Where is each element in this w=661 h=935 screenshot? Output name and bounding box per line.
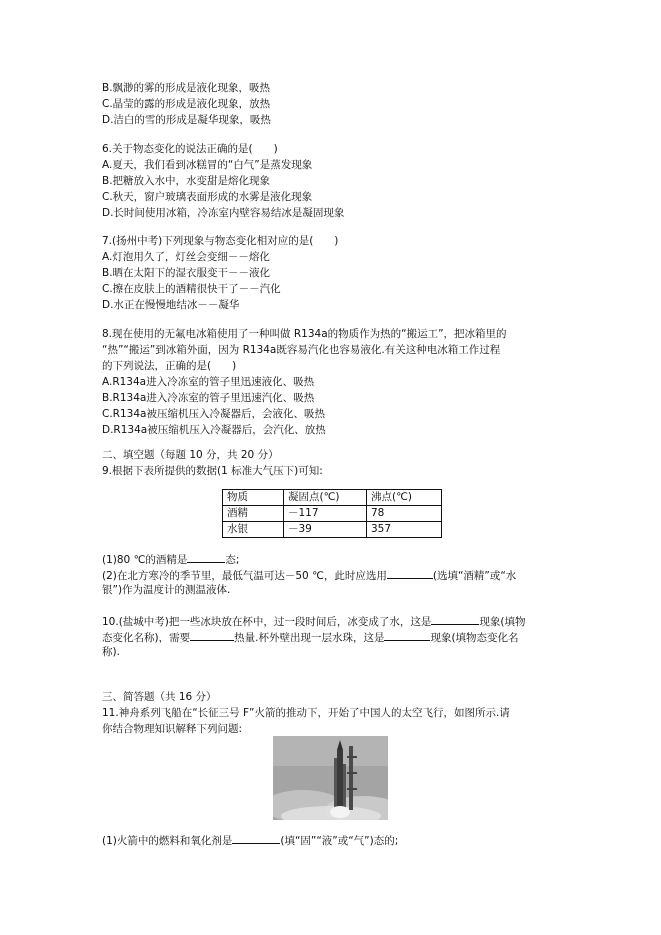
table-row <box>223 506 442 522</box>
table-cell: 78 <box>367 506 442 522</box>
q10-line3: 称). <box>102 646 120 658</box>
q9-blank-1[interactable] <box>187 550 225 563</box>
rocket-launch-illustration <box>273 736 388 820</box>
q10-text-e: 现象(填物态变化名 <box>430 632 519 644</box>
table-cell: －39 <box>284 522 367 538</box>
q6-option-a: A.夏天，我们看到冰糕冒的“白气”是蒸发现象 <box>102 159 313 171</box>
q7-option-b: B.晒在太阳下的湿衣服变干－－液化 <box>102 267 271 279</box>
q9-part2-line2: 银”)作为温度计的测温液体. <box>102 584 231 596</box>
data-table <box>222 489 442 538</box>
q10-blank-3[interactable] <box>384 628 430 641</box>
q10-line2 <box>102 628 519 646</box>
q11-part1-text: (1)火箭中的燃料和氧化剂是 <box>102 835 233 847</box>
q5-option-d: D.洁白的雪的形成是凝华现象，吸热 <box>102 114 271 126</box>
q9-part1-text: (1)80 ℃的酒精是 <box>102 554 188 566</box>
table-header-row <box>223 490 442 506</box>
q8-stem-line1: 8.现在使用的无氟电冰箱使用了一种叫做 R134a的物质作为热的“搬运工”，把冰箱里的 <box>102 328 507 340</box>
q11-part1 <box>102 831 398 849</box>
q7-option-a: A.灯泡用久了，灯丝会变细－－熔化 <box>102 251 270 263</box>
q8-option-b: B.R134a进入冷冻室的管子里迅速汽化、吸热 <box>102 392 315 404</box>
q6-stem: 6.关于物态变化的说法正确的是( ) <box>102 143 278 155</box>
q10-blank-2[interactable] <box>190 628 234 641</box>
table-cell: 酒精 <box>223 506 284 522</box>
table-cell: －117 <box>284 506 367 522</box>
q6-option-c: C.秋天，窗户玻璃表面形成的水雾是液化现象 <box>102 191 313 203</box>
q9-part2-text: (2)在北方寒冷的季节里，最低气温可达－50 ℃，此时应选用 <box>102 570 387 582</box>
q11-part1-suffix: (填“固”“液”或“气”)态的; <box>280 835 399 847</box>
q10-text-a: 10.(盐城中考)把一些冰块放在杯中，过一段时间后，冰变成了水，这是 <box>102 616 432 628</box>
q11-stem-line2: 你结合物理知识解释下列问题: <box>102 723 243 735</box>
q6-option-d: D.长时间使用冰箱，冷冻室内壁容易结冰是凝固现象 <box>102 207 345 219</box>
table-header-cell: 物质 <box>223 490 284 506</box>
q7-stem: 7.(扬州中考)下列现象与物态变化相对应的是( ) <box>102 235 339 247</box>
q9-stem: 9.根据下表所提供的数据(1 标准大气压下)可知: <box>102 465 323 477</box>
q5-option-b: B.飘渺的雾的形成是液化现象，吸热 <box>102 82 271 94</box>
q9-blank-2[interactable] <box>387 566 433 579</box>
rocket-launch-photo <box>273 736 388 820</box>
q7-option-c: C.擦在皮肤上的酒精很快干了－－汽化 <box>102 283 281 295</box>
table-row <box>223 522 442 538</box>
table-cell: 357 <box>367 522 442 538</box>
section-3-heading: 三、简答题（共 16 分） <box>102 691 217 703</box>
q8-option-a: A.R134a进入冷冻室的管子里迅速液化、吸热 <box>102 376 315 388</box>
q10-blank-1[interactable] <box>431 612 479 625</box>
q10-text-c: 态变化名称)，需要 <box>102 632 191 644</box>
q7-option-d: D.水正在慢慢地结冰－－凝华 <box>102 299 240 311</box>
q8-option-c: C.R134a被压缩机压入冷凝器后，会液化、吸热 <box>102 408 325 420</box>
table-cell: 水银 <box>223 522 284 538</box>
q5-option-c: C.晶莹的露的形成是液化现象，放热 <box>102 98 271 110</box>
q9-part2-suffix: (选填“酒精”或“水 <box>432 570 517 582</box>
q6-option-b: B.把糖放入水中，水变甜是熔化现象 <box>102 175 271 187</box>
q8-stem-line2: “热”“搬运”到冰箱外面，因为 R134a既容易汽化也容易液化.有关这种电冰箱工作过程 <box>102 344 501 356</box>
q11-blank-1[interactable] <box>232 831 280 844</box>
q10-text-d: 热量.杯外壁出现一层水珠，这是 <box>234 632 385 644</box>
table-header-cell: 沸点(℃) <box>367 490 442 506</box>
section-2-heading: 二、填空题（每题 10 分，共 20 分） <box>102 449 279 461</box>
q9-part1-suffix: 态; <box>225 554 240 566</box>
q10-text-b: 现象(填物 <box>479 616 526 628</box>
table-header-cell: 凝固点(℃) <box>284 490 367 506</box>
q11-stem-line1: 11.神舟系列飞船在“长征三号 F”火箭的推动下，开始了中国人的太空飞行，如图所示.请 <box>102 707 510 719</box>
q8-stem-line3: 的下列说法，正确的是( ) <box>102 360 237 372</box>
q8-option-d: D.R134a被压缩机压入冷凝器后，会汽化、放热 <box>102 424 326 436</box>
